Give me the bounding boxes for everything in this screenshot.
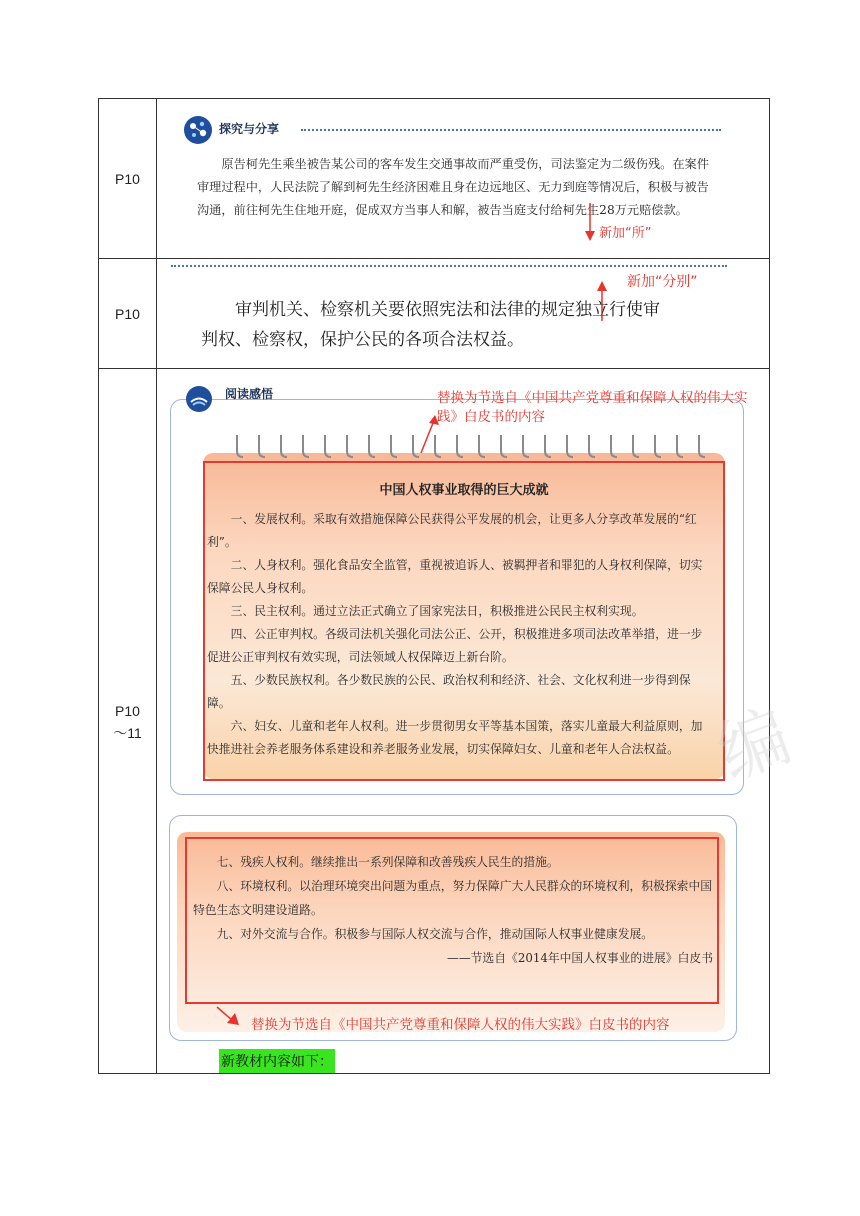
list-item: 七、残疾人权利。继续推出一系列保障和改善残疾人民生的措施。 — [216, 855, 559, 869]
list-item: 四、公正审判权。各级司法机关强化司法公正、公开，积极推进多项司法改革举措，进一步促进公正审判权有效实现，司法领域人权保障迈上新台阶。 — [207, 627, 703, 664]
table-row — [99, 259, 769, 369]
explore-share-icon — [183, 115, 213, 145]
watermark: 编 — [706, 694, 801, 796]
annotation-note-bottom: 替换为节选自《中国共产党尊重和保障人权的伟大实践》白皮书的内容 — [251, 1017, 670, 1033]
annotation-note-top: 替换为节选自《中国共产党尊重和保障人权的伟大实践》白皮书的内容 — [437, 390, 748, 425]
list-item: 二、人身权利。强化食品安全监管，重视被追诉人、被羁押者和罪犯的人身权利保障，切实保障公民人身权利。 — [207, 558, 703, 595]
revision-table — [98, 98, 801, 1074]
dotted-divider — [171, 265, 727, 267]
table-row — [99, 369, 801, 1074]
list-item: 六、妇女、儿童和老年人权利。进一步贯彻男女平等基本国策，落实儿童最大利益原则，加快推进社会养老服务体系建设和养老服务业发展，切实保障妇女、儿童和老年人合法权益。 — [207, 719, 703, 756]
down-arrow-icon — [585, 203, 595, 241]
spiral-rings — [231, 433, 711, 461]
section-title: 阅读感悟 — [225, 387, 274, 401]
page-range-start: P10 — [115, 702, 140, 719]
annotation-note: 新加“所” — [599, 226, 652, 241]
content-cell — [157, 259, 769, 368]
content-cell — [157, 99, 769, 258]
list-item: 九、对外交流与合作。积极参与国际人权交流与合作，推动国际人权事业健康发展。 — [216, 927, 654, 941]
page-cell — [99, 369, 157, 1074]
page-cell: P10 — [99, 99, 157, 258]
dotted-divider — [301, 129, 721, 131]
reading-icon — [185, 385, 213, 413]
content-cell — [157, 369, 801, 1074]
down-right-arrow-icon — [215, 1005, 239, 1027]
source-citation: ——节选自《2014年中国人权事业的进展》白皮书 — [447, 951, 713, 965]
page-cell: P10 — [99, 259, 157, 368]
section-title: 探究与分享 — [219, 122, 280, 136]
page-range-end: ～11 — [113, 724, 142, 741]
new-material-label: 新教材内容如下： — [219, 1049, 335, 1073]
list-item: 五、少数民族权利。各少数民族的公民、政治权利和经济、社会、文化权利进一步得到保障。 — [207, 673, 691, 710]
list-item: 一、发展权利。采取有效措施保障公民获得公平发展的机会，让更多人分享改革发展的“红利”。 — [207, 512, 697, 549]
list-item: 八、环境权利。以治理环境突出问题为重点，努力保障广大人民群众的环境权利，积极探索中国特色生态文明建设道路。 — [193, 879, 713, 917]
body-paragraph: 审判机关、检察机关要依照宪法和法律的规定独立行使审判权、检察权，保护公民的各项合法权益。 — [201, 300, 660, 350]
achievements-list-2 — [193, 850, 713, 970]
case-paragraph: 原告柯先生乘坐被告某公司的客车发生交通事故而严重受伤，司法鉴定为二级伤残。在案件审理过程中，人民法院了解到柯先生经济困难且身在边远地区、无力到庭等情况后，积极与被告沟通，前往柯先生住地开庭，促成双方当事人和解，被告当庭支付给柯先生28万元赔偿款。 — [197, 157, 709, 217]
annotation-note: 新加“分别” — [627, 274, 698, 290]
list-item: 三、民主权利。通过立法正式确立了国家宪法日，积极推进公民民主权利实现。 — [230, 604, 644, 618]
card-title: 中国人权事业取得的巨大成就 — [379, 483, 549, 498]
achievements-list — [207, 508, 713, 761]
table-row — [99, 99, 769, 259]
